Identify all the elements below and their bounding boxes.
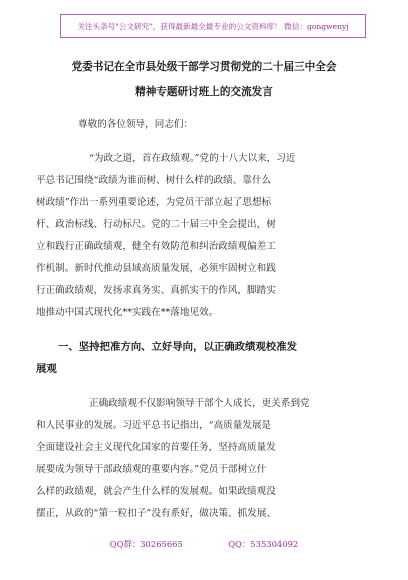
document-title-line-2: 精神专题研讨班上的交流发言 (135, 86, 273, 98)
header-banner-text: 关注头条号"公文研究"，获得最新最全最专业的公文资料库！ 微信：gongwenyj (77, 21, 349, 31)
paragraph-line: 正确政绩观不仅影响领导干部个人成长，更关系到党 (89, 398, 310, 409)
paragraph-line: 杆、政治标线、行动标尺。党的二十届三中全会提出，树 (36, 219, 276, 230)
greeting: 尊敬的各位领导，同志们： (78, 119, 194, 130)
section-heading-line-2: 展观 (36, 363, 57, 375)
paragraph-line: 展要成为领导干部政绩观的重要内容。”党员干部树立什 (36, 464, 267, 475)
paragraph-line: “为政之道，首在政绩观。”党的十八大以来，习近 (89, 153, 296, 164)
paragraph-line: 全面建设社会主义现代化国家的首要任务，坚持高质量发 (36, 442, 276, 453)
paragraph-line: 么样的政绩观，就会产生什么样的发展观。如果政绩观没 (36, 486, 276, 497)
paragraph-line: 平总书记围绕“政绩为谁而树、树什么样的政绩、靠什么 (36, 175, 272, 186)
footer-contact (0, 538, 408, 550)
paragraph-line: 行正确政绩观，发扬求真务实、真抓实干的作风，脚踏实 (36, 285, 276, 296)
header-banner (60, 14, 366, 38)
footer-qq: QQ：535304092 (228, 539, 299, 549)
paragraph-line: 和人民事业的发展。习近平总书记指出，“高质量发展是 (36, 420, 272, 431)
document-title-line-1: 党委书记在全市县处级干部学习贯彻党的二十届三中全会 (71, 61, 337, 73)
paragraph-line: 地推动中国式现代化**实践在**落地见效。 (36, 307, 219, 318)
section-heading-line-1: 一、坚持把准方向、立好导向，以正确政绩观校准发 (58, 341, 297, 353)
paragraph-line: 摆正，从政的“第一粒扣子”没有系好，做决策、抓发展、 (36, 508, 277, 519)
paragraph-line: 树政绩”作出一系列重要论述，为党员干部立起了思想标 (36, 197, 272, 208)
footer-qq-group: QQ群：30265665 (109, 539, 183, 549)
paragraph-line: 作机制。新时代推动县域高质量发展，必须牢固树立和践 (36, 263, 276, 274)
paragraph-line: 立和践行正确政绩观，健全有效防范和纠治政绩观偏差工 (36, 241, 276, 252)
